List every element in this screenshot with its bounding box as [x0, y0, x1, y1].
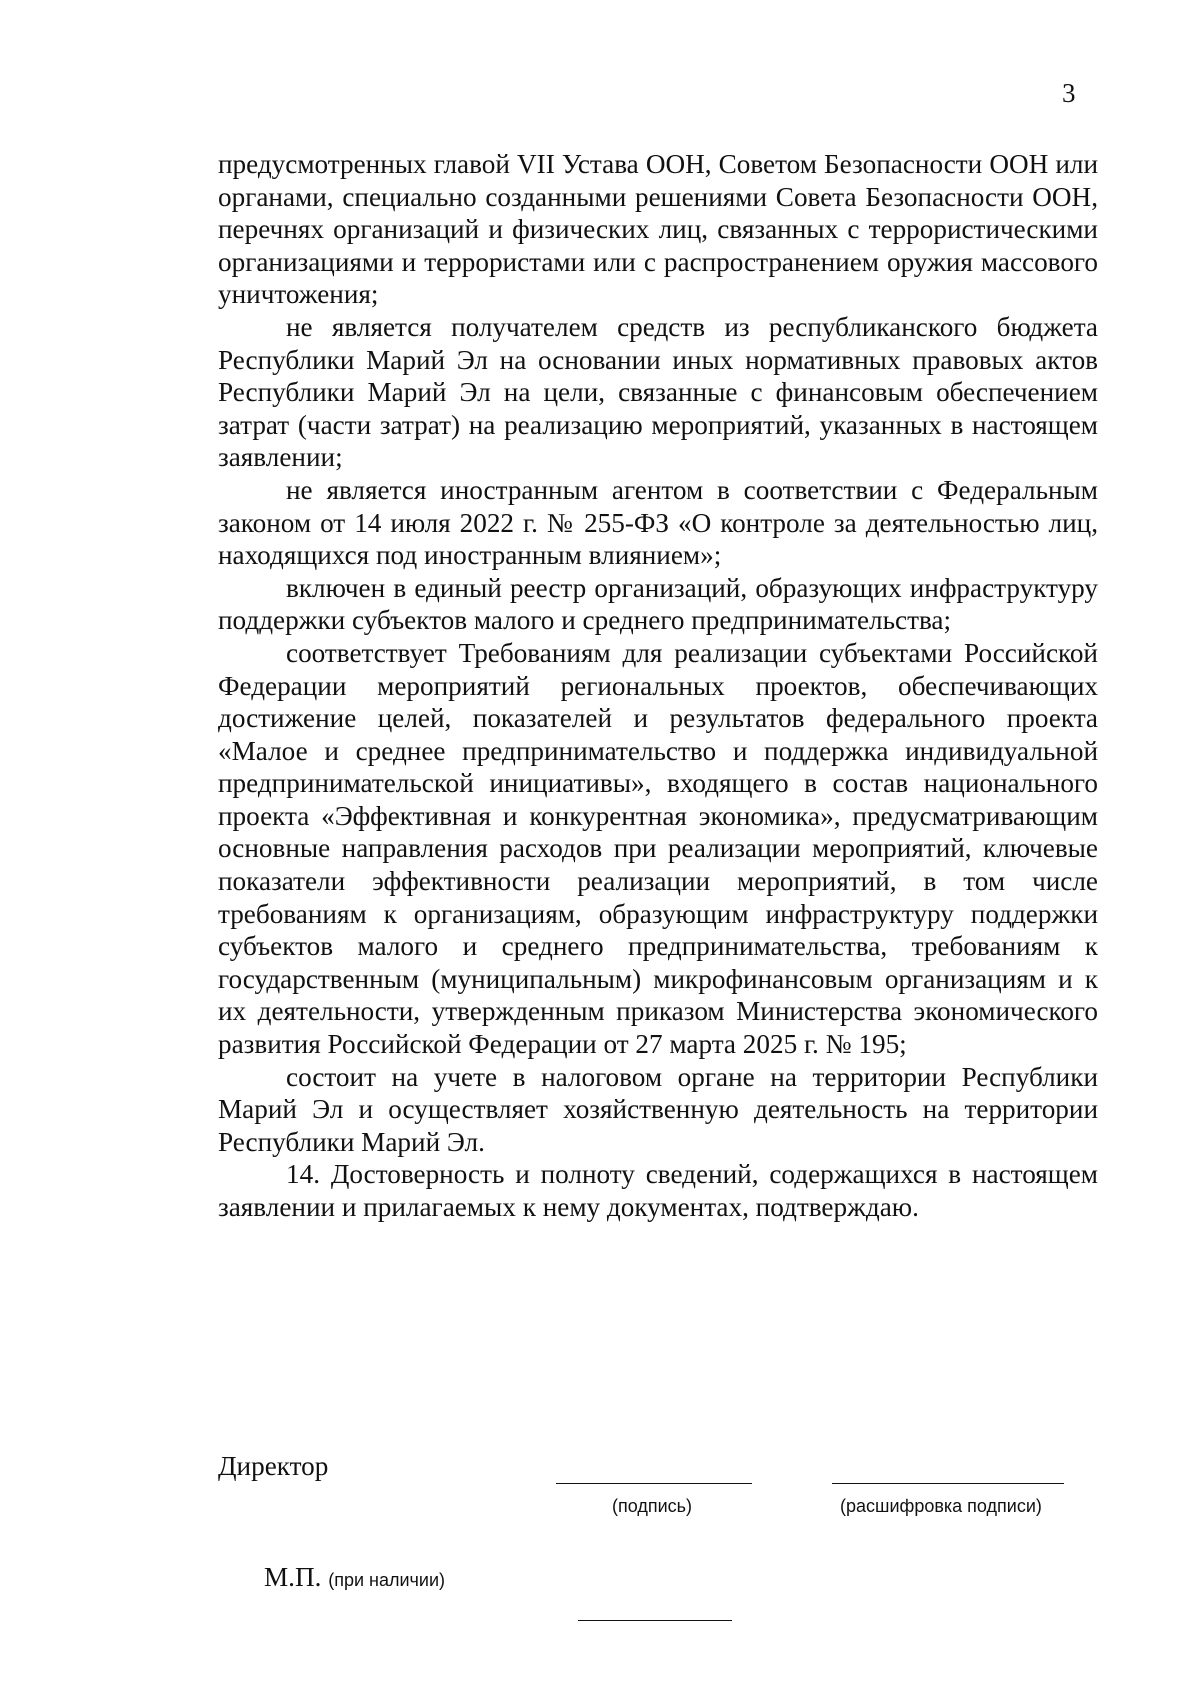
paragraph-4: включен в единый реестр организаций, образующих инфраструктуру поддержки субъектов малого и среднего предпринимательства;: [218, 572, 1098, 636]
stamp-place: [264, 1562, 445, 1593]
closing-line: [578, 1620, 732, 1621]
signatory-title: Директор: [218, 1451, 329, 1481]
paragraph-2: не является получателем средств из республиканского бюджета Республики Марий Эл на основании иных нормативных правовых актов Республики Марий Эл на цели, связанные с финансовым обеспечением затрат (части затрат) на реализацию мероприятий, указанных в настоящем заявлении;: [218, 311, 1098, 473]
stamp-note: (при наличии): [328, 1570, 446, 1590]
page-number: 3: [1062, 78, 1076, 108]
paragraph-5: соответствует Требованиям для реализации субъектами Российской Федерации мероприятий региональных проектов, обеспечивающих достижение целей, показателей и результатов федерального проекта «Малое и среднее предпринимательство и поддержка индивидуальной предпринимательской инициативы», входящего в состав национального проекта «Эффективная и конкурентная экономика», предусматривающим основные направления расходов при реализации мероприятий, ключевые показатели эффективности реализации мероприятий, в том числе требованиям к организациям, образующим инфраструктуру поддержки субъектов малого и среднего предпринимательства, требованиям к государственным (муниципальным) микрофинансовым организациям и к их деятельности, утвержденным приказом Министерства экономического развития Российской Федерации от 27 марта 2025 г. № 195;: [218, 637, 1098, 1060]
signature-line: [556, 1483, 752, 1484]
stamp-label: М.П.: [264, 1562, 322, 1592]
signature-caption: (подпись): [612, 1496, 693, 1516]
paragraph-6: состоит на учете в налоговом органе на территории Республики Марий Эл и осуществляет хозяйственную деятельность на территории Республики Марий Эл.: [218, 1061, 1098, 1157]
paragraph-1: предусмотренных главой VII Устава ООН, Советом Безопасности ООН или органами, специально созданными решениями Совета Безопасности ООН, перечнях организаций и физических лиц, связанных с террористическими организациями и террористами или с распространением оружия массового уничтожения;: [218, 149, 1098, 310]
signature-decoding-line: [832, 1483, 1064, 1484]
paragraph-7: 14. Достоверность и полноту сведений, содержащихся в настоящем заявлении и прилагаемых к нему документах, подтверждаю.: [218, 1159, 1098, 1222]
paragraph-3: не является иностранным агентом в соответствии с Федеральным законом от 14 июля 2022 г. № 255-ФЗ «О контроле за деятельностью лиц, находящихся под иностранным влиянием»;: [218, 474, 1098, 571]
signature-decoding-caption: (расшифровка подписи): [840, 1496, 1042, 1516]
document-body: [218, 148, 1098, 1224]
